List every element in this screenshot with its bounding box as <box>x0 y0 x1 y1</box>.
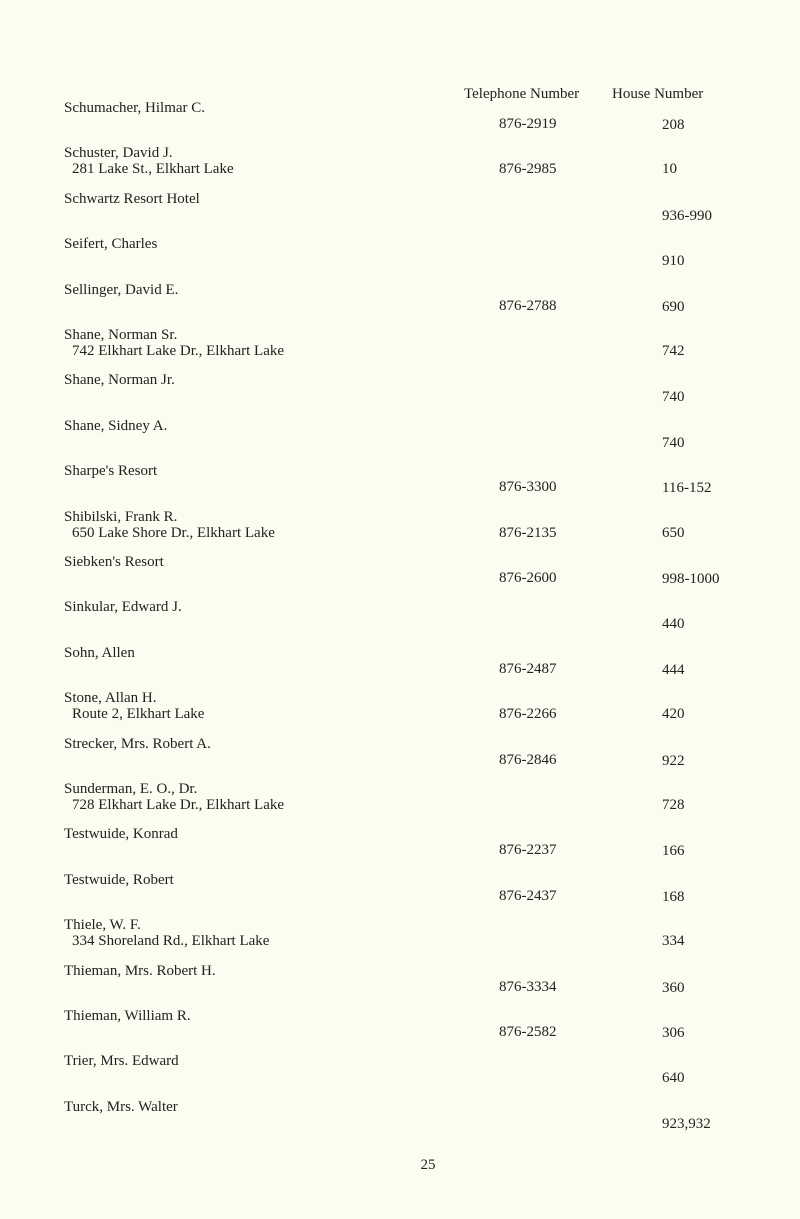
entry-name: Siebken's Resort <box>64 554 164 570</box>
directory-entry <box>0 282 800 328</box>
entry-name: Stone, Allan H. <box>64 690 157 706</box>
entry-house-number: 728 <box>662 797 685 813</box>
entry-name: Sharpe's Resort <box>64 463 158 479</box>
entry-phone: 876-2437 <box>499 888 557 904</box>
directory-entry <box>0 1008 800 1054</box>
entry-house-number: 742 <box>662 343 685 359</box>
directory-entry <box>0 826 800 872</box>
entry-house-number: 998-1000 <box>662 571 720 587</box>
entry-name: Shane, Norman Sr. <box>64 327 178 343</box>
entry-name: Thiele, W. F. <box>64 917 141 933</box>
entry-house-number: 420 <box>662 706 685 722</box>
directory-entry <box>0 418 800 464</box>
entry-house-number: 923,932 <box>662 1116 711 1132</box>
directory-entry <box>0 327 800 373</box>
entry-house-number: 936-990 <box>662 208 712 224</box>
telephone-number-header: Telephone Number <box>464 86 580 102</box>
entry-house-number: 166 <box>662 843 685 859</box>
entry-address: 281 Lake St., Elkhart Lake <box>72 161 234 177</box>
directory-entry <box>0 963 800 1009</box>
entry-name: Seifert, Charles <box>64 236 158 252</box>
entry-house-number: 690 <box>662 299 685 315</box>
page-number: 25 <box>420 1157 436 1173</box>
entry-house-number: 116-152 <box>662 480 712 496</box>
directory-entry <box>0 872 800 918</box>
entry-name: Shibilski, Frank R. <box>64 509 178 525</box>
directory-entry <box>0 690 800 736</box>
entry-phone: 876-2985 <box>499 161 557 177</box>
entry-name: Schumacher, Hilmar C. <box>64 100 206 116</box>
entry-name: Thieman, Mrs. Robert H. <box>64 963 216 979</box>
entry-house-number: 640 <box>662 1070 685 1086</box>
directory-entry <box>0 236 800 282</box>
directory-entry <box>0 1053 800 1099</box>
entry-address: 334 Shoreland Rd., Elkhart Lake <box>72 933 270 949</box>
directory-entry <box>0 645 800 691</box>
entry-name: Sunderman, E. O., Dr. <box>64 781 198 797</box>
entry-name: Sellinger, David E. <box>64 282 179 298</box>
entry-phone: 876-2846 <box>499 752 557 768</box>
entry-name: Turck, Mrs. Walter <box>64 1099 178 1115</box>
entry-phone: 876-3334 <box>499 979 557 995</box>
directory-entry <box>0 554 800 600</box>
entry-phone: 876-3300 <box>499 479 557 495</box>
directory-entry <box>0 509 800 555</box>
directory-entry <box>0 1099 800 1145</box>
entry-phone: 876-2135 <box>499 525 557 541</box>
entry-phone: 876-2788 <box>499 298 557 314</box>
entry-phone: 876-2582 <box>499 1024 557 1040</box>
entry-name: Schuster, David J. <box>64 145 173 161</box>
entry-name: Testwuide, Konrad <box>64 826 178 842</box>
directory-entry <box>0 191 800 237</box>
entry-name: Strecker, Mrs. Robert A. <box>64 736 211 752</box>
entry-address: 728 Elkhart Lake Dr., Elkhart Lake <box>72 797 285 813</box>
page-footer <box>0 1157 800 1174</box>
directory-entry <box>0 100 800 146</box>
directory-entry <box>0 736 800 782</box>
entry-address: 742 Elkhart Lake Dr., Elkhart Lake <box>72 343 285 359</box>
entry-house-number: 360 <box>662 980 685 996</box>
entry-name: Thieman, William R. <box>64 1008 191 1024</box>
entry-house-number: 444 <box>662 662 685 678</box>
entry-phone: 876-2919 <box>499 116 557 132</box>
directory-entry <box>0 463 800 509</box>
entry-house-number: 168 <box>662 889 685 905</box>
directory-entry <box>0 781 800 827</box>
entry-house-number: 910 <box>662 253 685 269</box>
entry-house-number: 922 <box>662 753 685 769</box>
entry-phone: 876-2600 <box>499 570 557 586</box>
entry-house-number: 440 <box>662 616 685 632</box>
entry-address: Route 2, Elkhart Lake <box>72 706 205 722</box>
house-number-header: House Number <box>612 86 704 102</box>
entry-address: 650 Lake Shore Dr., Elkhart Lake <box>72 525 275 541</box>
entry-name: Sinkular, Edward J. <box>64 599 182 615</box>
entry-house-number: 740 <box>662 389 685 405</box>
entry-house-number: 10 <box>662 161 677 177</box>
entry-house-number: 334 <box>662 933 685 949</box>
entry-name: Shane, Sidney A. <box>64 418 168 434</box>
directory-entry <box>0 372 800 418</box>
entry-name: Schwartz Resort Hotel <box>64 191 200 207</box>
directory-entry <box>0 599 800 645</box>
entry-name: Testwuide, Robert <box>64 872 174 888</box>
entry-phone: 876-2487 <box>499 661 557 677</box>
entry-house-number: 650 <box>662 525 685 541</box>
entry-phone: 876-2266 <box>499 706 557 722</box>
entry-name: Trier, Mrs. Edward <box>64 1053 179 1069</box>
entry-house-number: 740 <box>662 435 685 451</box>
entry-phone: 876-2237 <box>499 842 557 858</box>
directory-entry <box>0 917 800 963</box>
entry-name: Sohn, Allen <box>64 645 135 661</box>
entry-house-number: 306 <box>662 1025 685 1041</box>
entry-name: Shane, Norman Jr. <box>64 372 175 388</box>
entry-house-number: 208 <box>662 117 685 133</box>
directory-entry <box>0 145 800 191</box>
